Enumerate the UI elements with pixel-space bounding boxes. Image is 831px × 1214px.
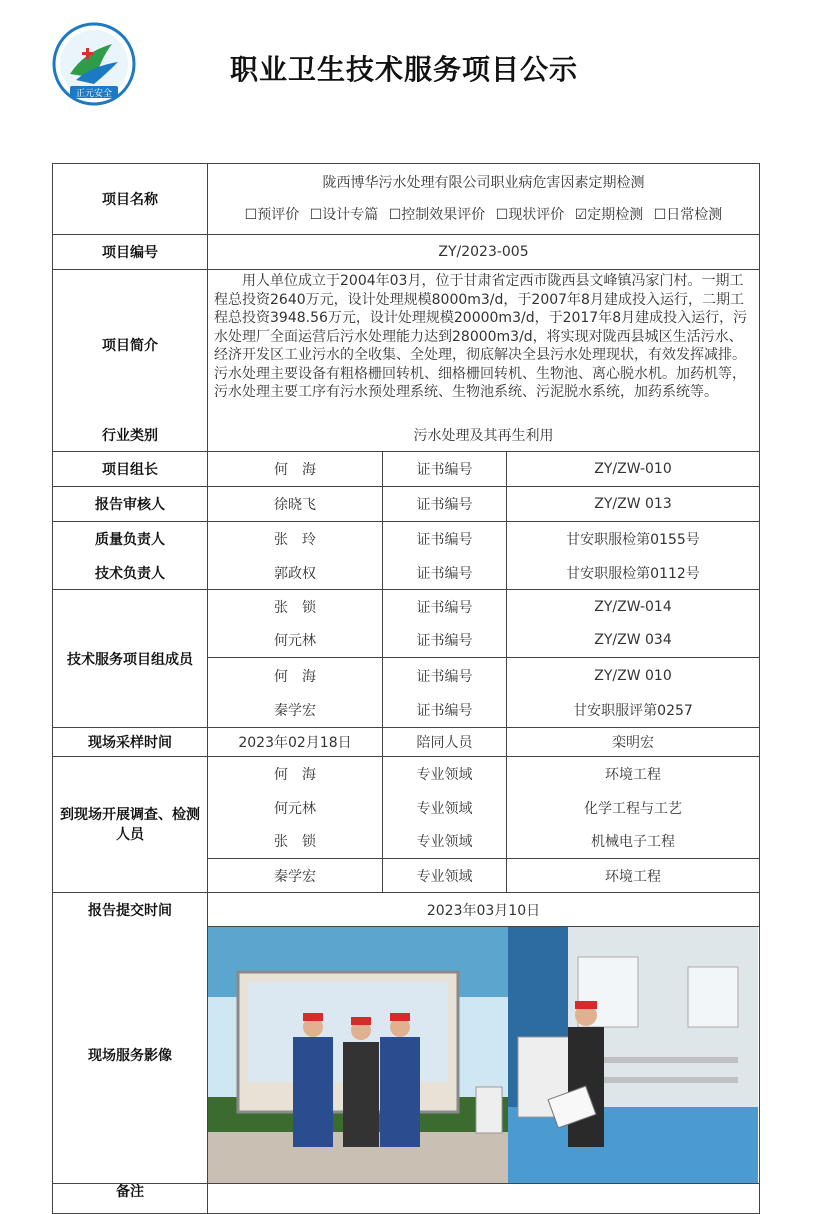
tech-label: 技术负责人: [53, 557, 208, 590]
site-photos-cell: [208, 927, 760, 1184]
project-number-value: ZY/2023-005: [208, 235, 760, 270]
project-info-table: [52, 163, 760, 1214]
leader-name: 何 海: [208, 452, 383, 487]
tech-cert-label: 证书编号: [383, 557, 507, 590]
company-logo: [52, 22, 136, 106]
member-cert-label: 证书编号: [383, 590, 507, 624]
onsite-field: 化学工程与工艺: [507, 791, 760, 825]
leader-label: 项目组长: [53, 452, 208, 487]
quality-cert: 甘安职服检第0155号: [507, 522, 760, 557]
quality-label: 质量负责人: [53, 522, 208, 557]
tech-name: 郭政权: [208, 557, 383, 590]
member-name: 何元林: [208, 624, 383, 658]
checkbox-daily-detection: ☐日常检测: [653, 207, 723, 223]
checkbox-periodic-detection: ☑定期检测: [574, 207, 644, 223]
checkbox-pre-evaluation: ☐预评价: [244, 207, 300, 223]
project-name-value: 陇西博华污水处理有限公司职业病危害因素定期检测: [322, 175, 645, 191]
onsite-field: 环境工程: [507, 859, 760, 893]
industry-value: 污水处理及其再生利用: [208, 420, 760, 452]
member-cert: 甘安职服评第0257: [507, 694, 760, 728]
checkbox-design-special: ☐设计专篇: [309, 207, 379, 223]
onsite-name: 何元林: [208, 791, 383, 825]
companion-value: 栾明宏: [507, 728, 760, 757]
onsite-field: 环境工程: [507, 757, 760, 791]
report-submit-value: 2023年03月10日: [208, 893, 760, 927]
reviewer-name: 徐晓飞: [208, 487, 383, 522]
checkbox-control-effect: ☐控制效果评价: [388, 207, 486, 223]
industry-label: 行业类别: [53, 420, 208, 452]
project-intro-label: 项目简介: [53, 270, 208, 420]
members-label: 技术服务项目组成员: [53, 590, 208, 728]
member-cert: ZY/ZW 010: [507, 658, 760, 694]
project-intro-value: [208, 270, 760, 420]
images-label: 现场服务影像: [53, 927, 208, 1184]
leader-cert-label: 证书编号: [383, 452, 507, 487]
project-name-label: 项目名称: [53, 164, 208, 235]
member-cert-label: 证书编号: [383, 658, 507, 694]
onsite-field: 机械电子工程: [507, 825, 760, 859]
page-title: 职业卫生技术服务项目公示: [230, 53, 579, 86]
onsite-field-label: 专业领域: [383, 757, 507, 791]
onsite-name: 何 海: [208, 757, 383, 791]
remark-label: 备注: [53, 1184, 208, 1214]
quality-cert-label: 证书编号: [383, 522, 507, 557]
checkbox-status-evaluation: ☐现状评价: [495, 207, 565, 223]
reviewer-label: 报告审核人: [53, 487, 208, 522]
report-submit-label: 报告提交时间: [53, 893, 208, 927]
leader-cert: ZY/ZW-010: [507, 452, 760, 487]
project-name-cell: [208, 164, 760, 235]
tech-cert: 甘安职服检第0112号: [507, 557, 760, 590]
member-name: 张 锁: [208, 590, 383, 624]
reviewer-cert-label: 证书编号: [383, 487, 507, 522]
onsite-field-label: 专业领域: [383, 859, 507, 893]
onsite-field-label: 专业领域: [383, 825, 507, 859]
member-cert: ZY/ZW 034: [507, 624, 760, 658]
project-type-checkboxes: [208, 199, 759, 234]
sampling-time-value: 2023年02月18日: [208, 728, 383, 757]
project-number-label: 项目编号: [53, 235, 208, 270]
companion-label: 陪同人员: [383, 728, 507, 757]
remark-value: [208, 1184, 760, 1214]
site-photo-inspection: [508, 927, 758, 1183]
member-cert-label: 证书编号: [383, 694, 507, 728]
reviewer-cert: ZY/ZW 013: [507, 487, 760, 522]
logo-text: 正元安全: [75, 89, 113, 99]
member-name: 何 海: [208, 658, 383, 694]
sampling-time-label: 现场采样时间: [53, 728, 208, 757]
onsite-staff-label: 到现场开展调查、检测人员: [53, 757, 208, 893]
quality-name: 张 玲: [208, 522, 383, 557]
member-name: 秦学宏: [208, 694, 383, 728]
onsite-field-label: 专业领域: [383, 791, 507, 825]
project-intro-text: 用人单位成立于2004年03月，位于甘肃省定西市陇西县文峰镇冯家门村。一期工程总投资2640万元，设计处理规模8000m3/d，于2007年8月建成投入运行，二期工程总投资3948.56万元，设计处理规模20000m3/d，于2017年8月建成投入运行，污水处理厂全面运营后污水处理能力达到28000m3/d，将实现对陇西县城区生活污水、经济开发区工业污水的全收集、全处理，彻底解决全县污水处理现状，有效发挥减排。污水处理主要设备有粗格栅回转机、细格栅回转机、生物池、离心脱水机。加药机等，污水处理主要工序有污水预处理系统、生物池系统、污泥脱水系统，加药系统等。: [214, 273, 748, 400]
onsite-name: 张 锁: [208, 825, 383, 859]
site-photo-team: [208, 927, 508, 1183]
member-cert: ZY/ZW-014: [507, 590, 760, 624]
member-cert-label: 证书编号: [383, 624, 507, 658]
onsite-name: 秦学宏: [208, 859, 383, 893]
